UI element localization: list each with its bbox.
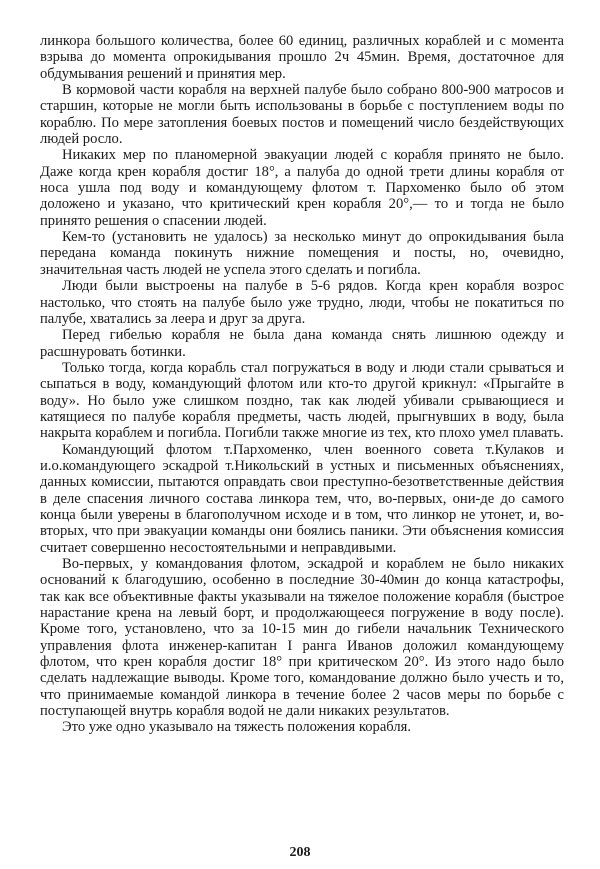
paragraph-2: В кормовой части корабля на верхней палубе было собрано 800-900 матросов и старшин, которые не могли быть использованы в борьбе с поступлением воды по кораблю. По мере затопления боевых постов и помещений число бездействующих людей росло. xyxy=(40,82,564,148)
paragraph-10: Это уже одно указывало на тяжесть положения корабля. xyxy=(62,719,412,736)
paragraph-3: Никаких мер по планомерной эвакуации людей с корабля принято не было. Даже когда крен корабля достиг 18°, а палуба до одной трети длины корабля от носа ушла под воду и командующему флотом т. Пархоменко было об этом доложено и указано, что критический крен корабля 20°,— то и тогда не было принято решения о спасении людей. xyxy=(40,147,564,229)
paragraph-6: Перед гибелью корабля не была дана команда снять лишнюю одежду и расшнуровать ботинки. xyxy=(40,327,564,360)
page-number: 208 xyxy=(289,845,311,860)
paragraph-4: Кем-то (установить не удалось) за несколько минут до опрокидывания была передана команда покинуть нижние помещения и посты, но, очевидно, значительная часть людей не успела этого сделать и погибла. xyxy=(40,229,564,278)
page-text xyxy=(40,33,564,736)
paragraph-1: линкора большого количества, более 60 единиц, различных кораблей и с момента взрыва до момента опрокидывания прошло 2ч 45мин. Время, достаточное для обдумывания решений и принятия мер. xyxy=(40,33,564,82)
paragraph-7: Только тогда, когда корабль стал погружаться в воду и люди стали срываться и сыпаться в воду, командующий флотом или кто-то другой крикнул: «Прыгайте в воду». Но было уже слишком поздно, так как людей убивали срывающиеся и катящиеся по палубе корабля предметы, часть людей, прыгнувших в воду, была накрыта кораблем и погибла. Погибли также многие из тех, кто плохо умел плавать. xyxy=(40,359,564,442)
paragraph-5: Люди были выстроены на палубе в 5-6 рядов. Когда крен корабля возрос настолько, что стоять на палубе было уже трудно, люди, чтобы не покатиться по палубе, хватались за леера и друг за друга. xyxy=(40,278,564,327)
paragraph-8: Командующий флотом т.Пархоменко, член военного совета т.Кулаков и и.о.командующего эскадрой т.Никольский в устных и письменных объяснениях, данных комиссии, пытаются оправдать свои преступно-безответственные действия в деле спасения личного состава линкора тем, что, во-первых, они-де до самого конца были уверены в благополучном исходе и в том, что линкор не утонет, и, во-вторых, что при эвакуации команды они боялись паники. Эти объяснения комиссия считает совершенно несостоятельными и неправдивыми. xyxy=(40,441,564,556)
paragraph-9: Во-первых, у командования флотом, эскадрой и кораблем не было никаких оснований к благодушию, особенно в последние 30-40мин до конца катастрофы, так как все объективные факты указывали на тяжелое положение корабля (быстрое нарастание крена на левый борт, и продолжающееся погружение в воду после). Кроме того, установлено, что за 10-15 мин до гибели начальник Технического управления флота инженер-капитан I ранга Иванов доложил командующему флотом, что крен корабля достиг 18° при критическом 20°. Из этого надо было сделать надлежащие выводы. Кроме того, командование должно было учесть и то, что принимаемые командой линкора в течение более 2 часов меры по борьбе с поступающей внутрь корабля водой не дали никаких результатов. xyxy=(40,556,564,720)
